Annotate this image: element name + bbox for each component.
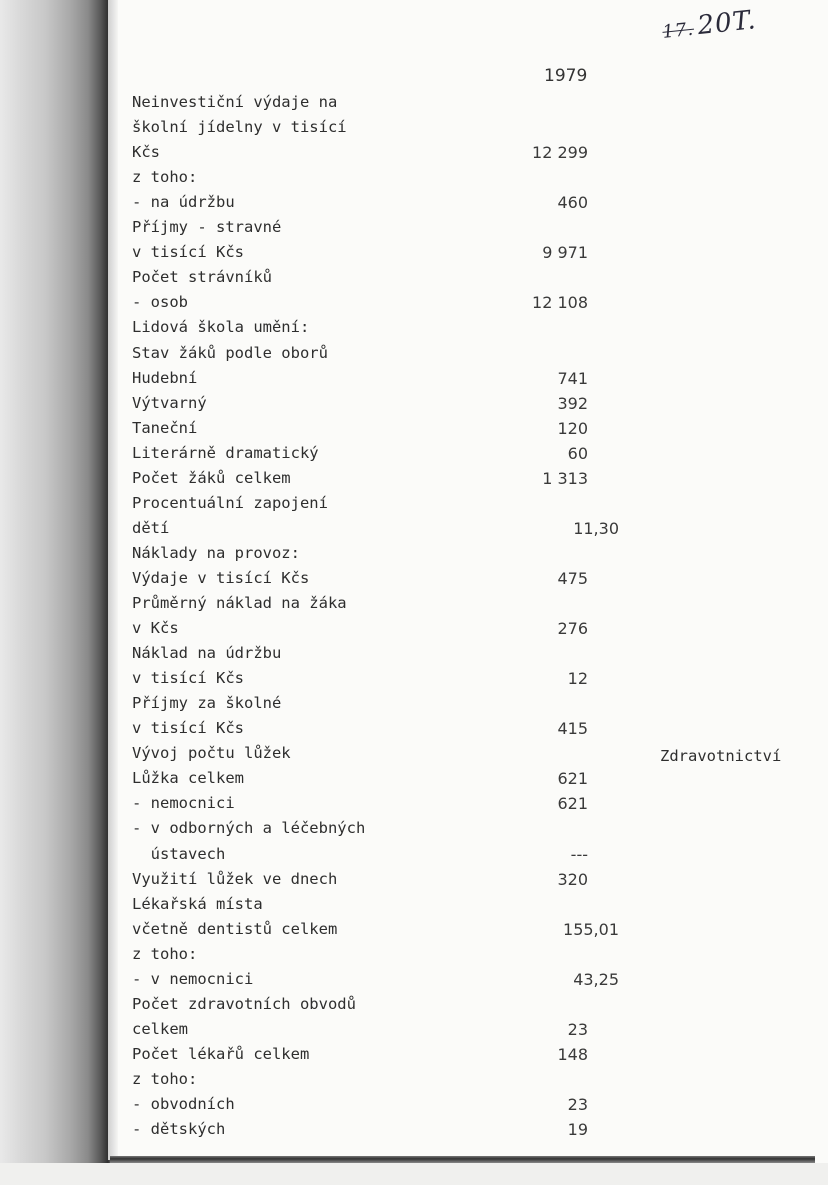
row-label: - v nemocnici: [132, 970, 254, 988]
row-label: - nemocnici: [132, 794, 235, 812]
row-label: Využití lůžek ve dnech: [132, 870, 338, 888]
row-label: školní jídelny v tisící: [132, 118, 347, 136]
row-value: 392: [557, 394, 588, 413]
row-label: Stav žáků podle oborů: [132, 344, 328, 362]
row-label: Hudební: [132, 369, 198, 387]
row-label: v tisící Kčs: [132, 719, 244, 737]
row-value: 12 299: [532, 143, 588, 162]
row-label: Počet lékařů celkem: [132, 1045, 310, 1063]
row-value: 120: [557, 419, 588, 438]
row-label: - dětských: [132, 1120, 226, 1138]
row-value: 276: [557, 619, 588, 638]
row-label: Počet strávníků: [132, 268, 272, 286]
row-value: 12: [567, 669, 588, 688]
row-value: 621: [557, 769, 588, 788]
page-margin-bottom: [0, 1163, 828, 1185]
row-label: ústavech: [132, 845, 226, 863]
handwritten-number: 20T.: [696, 5, 758, 42]
row-label: v tisící Kčs: [132, 669, 244, 687]
row-value: 9 971: [542, 243, 588, 262]
row-value: 23: [567, 1020, 588, 1039]
row-label: Neinvestiční výdaje na: [132, 93, 338, 111]
row-value: 475: [557, 569, 588, 588]
row-label: v Kčs: [132, 619, 179, 637]
row-value: 148: [557, 1045, 588, 1064]
row-value: ---: [570, 845, 588, 864]
row-label: Procentuální zapojení: [132, 494, 328, 512]
row-label: Lékařská místa: [132, 895, 263, 913]
row-value: 11,30: [573, 519, 619, 538]
handwritten-page-number: [661, 5, 758, 45]
row-label: Lidová škola umění:: [132, 318, 310, 336]
row-label: v tisící Kčs: [132, 243, 244, 261]
row-value: 621: [557, 794, 588, 813]
row-label: z toho:: [132, 945, 198, 963]
row-value: 19: [567, 1120, 588, 1139]
row-label: Příjmy za školné: [132, 694, 282, 712]
row-label: celkem: [132, 1020, 188, 1038]
page-spine: [108, 0, 118, 1160]
handwritten-struck-number: 17.: [661, 18, 696, 43]
copier-shadow: [0, 0, 112, 1185]
row-label: Počet zdravotních obvodů: [132, 995, 356, 1013]
row-label: Lůžka celkem: [132, 769, 244, 787]
row-value: 43,25: [573, 970, 619, 989]
row-value: 60: [567, 444, 588, 463]
row-label: Taneční: [132, 419, 198, 437]
row-label: včetně dentistů celkem: [132, 920, 338, 938]
row-value: 320: [557, 870, 588, 889]
row-value: 23: [567, 1095, 588, 1114]
row-label: dětí: [132, 519, 170, 537]
row-label: Vývoj počtu lůžek: [132, 744, 291, 762]
row-label: Náklady na provoz:: [132, 544, 300, 562]
row-value: 1 313: [542, 469, 588, 488]
section-label-zdravotnictvi: Zdravotnictví: [660, 747, 782, 765]
row-value: 460: [557, 193, 588, 212]
year-heading: 1979: [544, 66, 588, 86]
row-label: Počet žáků celkem: [132, 469, 291, 487]
row-label: Příjmy - stravné: [132, 218, 282, 236]
row-label: - na údržbu: [132, 193, 235, 211]
row-label: z toho:: [132, 168, 198, 186]
row-label: Výtvarný: [132, 394, 207, 412]
row-label: Náklad na údržbu: [132, 644, 282, 662]
row-label: - v odborných a léčebných: [132, 819, 366, 837]
row-label: Průměrný náklad na žáka: [132, 594, 347, 612]
row-value: 415: [557, 719, 588, 738]
row-label: - osob: [132, 293, 188, 311]
row-value: 12 108: [532, 293, 588, 312]
row-label: Literárně dramatický: [132, 444, 319, 462]
row-label: Výdaje v tisící Kčs: [132, 569, 310, 587]
row-label: z toho:: [132, 1070, 198, 1088]
page-bottom-edge: [110, 1156, 815, 1163]
row-label: Kčs: [132, 143, 160, 161]
row-value: 741: [557, 369, 588, 388]
row-label: - obvodních: [132, 1095, 235, 1113]
row-value: 155,01: [563, 920, 619, 939]
